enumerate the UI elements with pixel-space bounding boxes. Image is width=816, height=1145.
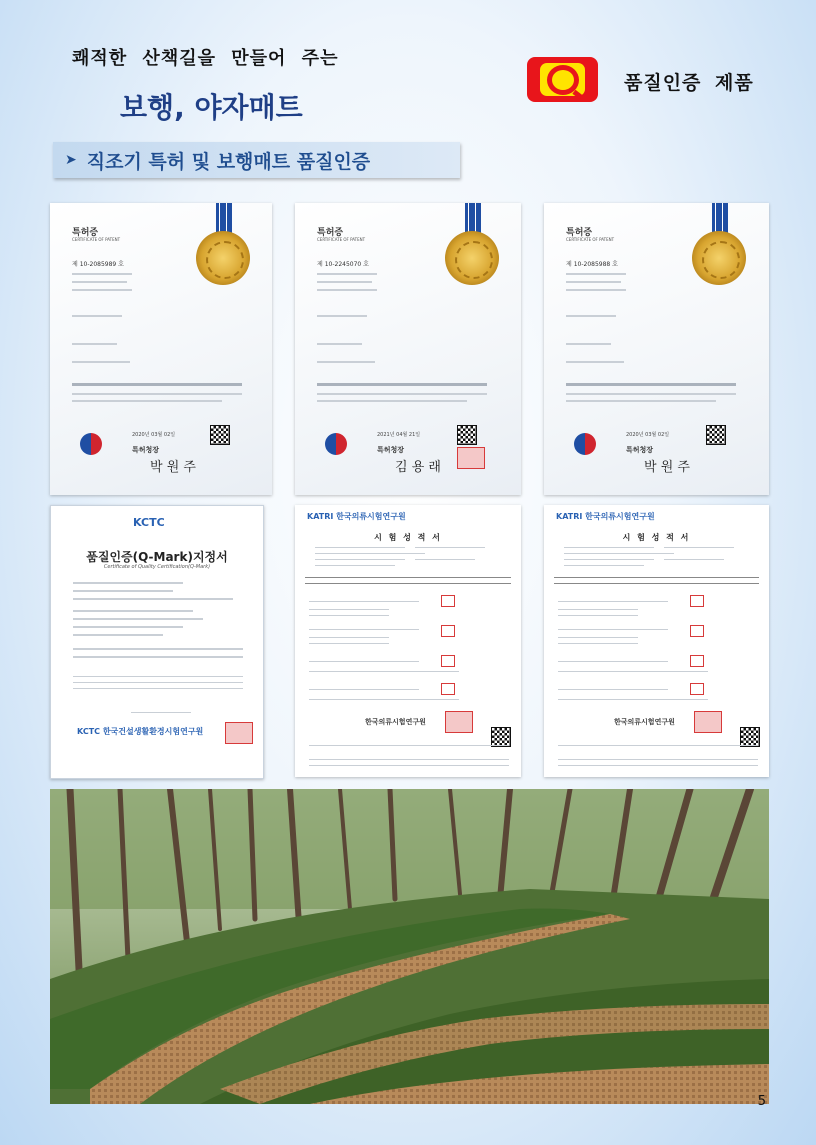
katri-logo: KATRI 한국의류시험연구원 [307,512,406,521]
section-heading: 직조기 특허 및 보행매트 품질인증 [86,150,371,173]
qr-code-icon [491,727,511,747]
patent-title-en: CERTIFICATE OF PATENT [317,237,366,242]
test-report-2[interactable] [544,505,769,777]
kipo-logo-icon [325,433,347,455]
patent-number: 제 10-2245070 호 [317,261,369,268]
gold-seal-icon [445,231,499,285]
red-stamp [445,711,473,733]
qmark-subtitle: Certificate of Quality Certification(Q-Mark) [103,564,211,570]
qr-code-icon [740,727,760,747]
section-heading-bar [53,142,460,178]
patent-certificate-1[interactable] [50,203,272,495]
red-stamp [457,447,485,469]
arrow-icon: ➤ [65,152,77,168]
patent-office: 특허청장 [377,446,405,454]
forest-walkway-photo [50,789,769,1104]
test-report-title: 시 험 성 적 서 [622,533,691,542]
patent-certificate-3[interactable] [544,203,769,495]
patent-number: 제 10-2085989 호 [72,261,124,268]
quality-cert-label: 품질인증 제품 [624,72,754,94]
patent-title: 특허증 [566,228,593,238]
patent-date: 2020년 03월 02일 [626,432,670,438]
test-report-footer: 한국의류시험연구원 [365,718,426,726]
patent-date: 2021년 04월 21일 [377,432,421,438]
test-report-title: 시 험 성 적 서 [374,533,442,542]
kctc-logo: KCTC [133,516,165,529]
qr-code-icon [457,425,477,445]
patent-title-en: CERTIFICATE OF PATENT [566,237,615,242]
katri-logo: KATRI 한국의류시험연구원 [556,512,655,521]
patent-title-en: CERTIFICATE OF PATENT [72,237,121,242]
header-subtitle: 쾌적한 산책길을 만들어 주는 [72,48,339,69]
gold-seal-icon [692,231,746,285]
test-report-1[interactable] [295,505,521,777]
kipo-logo-icon [574,433,596,455]
patent-signature: 박 원 주 [644,460,690,475]
red-stamp [225,722,253,744]
patent-number: 제 10-2085988 호 [566,261,618,268]
qmark-certificate[interactable] [50,505,264,779]
patent-office: 특허청장 [132,446,160,454]
kipo-logo-icon [80,433,102,455]
q-mark-logo [527,57,598,102]
patent-certificate-2[interactable] [295,203,521,495]
gold-seal-icon [196,231,250,285]
red-stamp [694,711,722,733]
page-title: 보행, 야자매트 [120,91,303,124]
qmark-title: 품질인증(Q-Mark)지정서 [86,550,228,564]
patent-office: 특허청장 [626,446,654,454]
test-report-footer: 한국의류시험연구원 [614,718,675,726]
patent-date: 2020년 03월 02일 [132,432,176,438]
patent-title: 특허증 [317,228,344,238]
patent-signature: 박 원 주 [150,460,196,475]
q-logo-icon [547,65,579,95]
patent-title: 특허증 [72,228,99,238]
qmark-issuer: KCTC 한국건설생활환경시험연구원 [77,727,204,736]
qr-code-icon [210,425,230,445]
qr-code-icon [706,425,726,445]
patent-signature: 김 용 래 [395,460,441,475]
page-number: 5 [757,1094,766,1109]
